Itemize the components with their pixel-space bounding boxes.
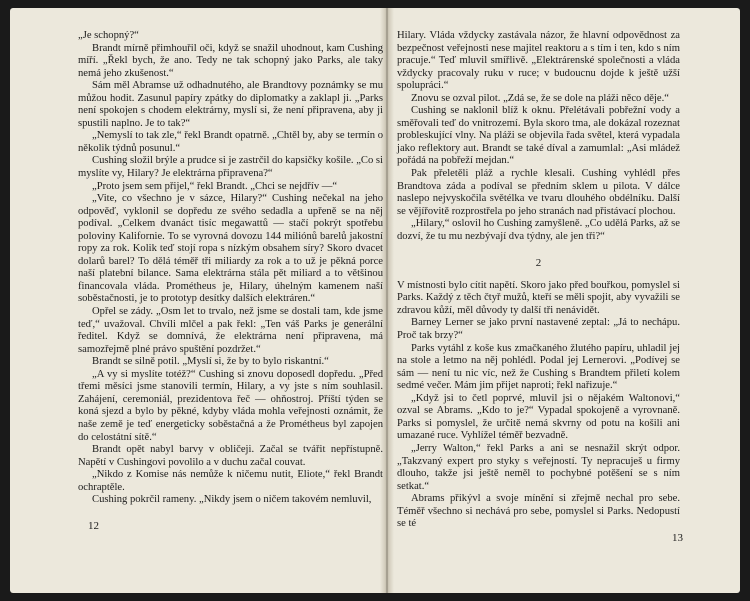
page-number-left: 12	[88, 520, 99, 532]
paragraph: Barney Lerner se jako první nastavené zeptal: „Já to nechápu. Proč tak brzy?“	[397, 317, 680, 342]
paragraph: „Vite, co všechno je v sázce, Hilary?“ Cushing nečekal na jeho odpověď, vyklonil se dopředu ze svého sedadla a upřeně se na něj podíval. „Celkem dvanáct tisíc megawattů — stačí pokrýt spotřebu poloviny Kalifornie. To se vyrovná dovozu 144 miliónů barelů jakostní ropy za rok. Kolik teď stojí ropa s nízkým obsahem síry? Skoro dvacet dolarů barel? To dělá téměř tři miliardy za rok a to už je pěkná porce naší platební bilance. Sama elektrárna stála pět miliard a to většinou financovala vláda. Prométheus je, Hilary, úhelným kamenem naší soběstačnosti, je to prototyp desítky dalších elektráren.“	[78, 193, 383, 305]
paragraph: „Jerry Walton,“ řekl Parks a ani se nesnažil skrýt odpor. „Takzvaný expert pro styky s veřejností. Ty nepracuješ u firmy dlouho, takže jsi ještě neměl to pochybné potěšení se s ním setkat.“	[397, 442, 680, 492]
paragraph: „Nikdo z Komise nás nemůže k ničemu nutit, Eliote,“ řekl Brandt ochraptěle.	[78, 469, 383, 493]
paragraph: Cushing složil brýle a prudce si je zastrčil do kapsičky košile. „Co si myslíte vy, Hilary? Je elektrárna připravena?“	[78, 155, 383, 180]
page-number-right: 13	[672, 532, 683, 544]
paragraph: Opřel se zády. „Osm let to trvalo, než jsme se dostali tam, kde jsme teď,“ uvažoval. Chvíli mlčel a pak řekl: „Ten váš Parks je generální ředitel. Když se domnívá, že elektrárna není připravena, má samozřejmě plné právo spuštění pozdržet.“	[78, 306, 383, 355]
paragraph: „Nemyslí to tak zle,“ řekl Brandt opatrně. „Chtěl by, aby se termín o několik týdnů posunul.“	[78, 130, 383, 154]
paragraph: V místnosti bylo cítit napětí. Skoro jako před bouřkou, pomyslel si Parks. Každý z těch čtyř mužů, kteří se měli spojit, aby vyvažili se zdravou kůží, měl důvody ty další tři nenávidět.	[397, 279, 680, 316]
book-spread	[10, 8, 740, 593]
paragraph: „Proto jsem sem přijel,“ řekl Brandt. „Chci se nejdřív —“	[92, 180, 338, 192]
chapter-number: 2	[535, 257, 542, 270]
paragraph: Cushing pokrčil rameny. „Nikdy jsem o ničem takovém nemluvil,	[92, 494, 372, 506]
paragraph: „Když jsi to četl poprvé, mluvil jsi o nějakém Waltonovi,“ ozval se Abrams. „Kdo to je?“ Vypadal spokojeně a vyrovnaně. Parks si pomyslel, že určitě nemá skvrny od potu na košili ani umazané ruce. Vyhlížel téměř bezvadně.	[397, 392, 680, 442]
paragraph: Brandt se silně potil. „Myslí si, že by to bylo riskantní.“	[92, 356, 329, 368]
paragraph: Brandt opět nabyl barvy v obličeji. Začal se tvářit nepřístupně. Napětí v Cushingovi povolilo a v duchu začal couvat.	[78, 444, 383, 468]
paragraph: Parks vytáhl z koše kus zmačkaného žlutého papíru, uhladil jej na stole a letmo na něj pohlédl. Podal jej Lernerovi. „Podívej se sám — není tu nic víc, než že Cushing s Brandtem přiletí kolem sedmé večer. Mám jim přijet naproti; řekl nařizuje.“	[397, 342, 680, 392]
left-page	[78, 30, 383, 507]
paragraph: Abrams přikývl a svoje mínění si zřejmě nechal pro sebe. Téměř všechno si nechává pro sebe, pomyslel si Parks. Nedopustí se té	[397, 493, 680, 530]
paragraph: „A vy si myslíte totéž?“ Cushing si znovu doposedl dopředu. „Před třemi měsíci jsme stanovili termín, Hilary, a vy jste s ním souhlasil. Zahájení, ceremoniál, prezidentova řeč — ohňostroj. Příští týden se koná sjezd a bylo by pěkné, kdyby vláda mohla veřejnosti oznámit, že naše země je teď energeticky soběstačná a že Prométheus byl zapojen do celostátní sítě.“	[78, 368, 383, 443]
paragraph: Znovu se ozval pilot. „Zdá se, že se dole na pláži něco děje.“	[411, 92, 669, 104]
paragraph: Hilary. Vláda vždycky zastávala názor, že hlavní odpovědnost za bezpečnost veřejnosti nese majitel reaktoru a s tím i ten, kdo s ním pracuje.“ Teď mluvil smířlivě. „Elektrárenské společnosti a vláda vždycky pracovaly ruku v ruce; v budoucnu dojde k ještě užší spolupráci.“	[397, 30, 680, 92]
paragraph: Pak přeletěli pláž a rychle klesali. Cushing vyhlédl přes Brandtova záda a podíval se předním sklem u pilota. V dálce naslepo nejvyskočila světélka ve tvaru dlouhého obdélníku. Další se vějířovitě rozprostřela po jeho stranách nad přistávací plochou.	[397, 168, 680, 217]
paragraph: Cushing se naklonil blíž k oknu. Přelétávali pobřežní vody a směřovali teď do vnitrozemí. Byla skoro tma, ale dokázal rozeznat probleskující vlny. Na pláži se objevila řada světel, která vypadala jako reflektory aut. Brandt se také díval a zamumlal: „Asi mládež pořádá na pobřeží mejdan.“	[397, 105, 680, 167]
paragraph: „Je schopný?“	[78, 30, 139, 41]
right-page	[397, 30, 680, 531]
paragraph: „Hilary,“ oslovil ho Cushing zamyšleně. „Co udělá Parks, až se dozví, že tu mu nezbývají dva týdny, ale jen tři?“	[397, 218, 680, 242]
paragraph: Sám měl Abramse už odhadnutého, ale Brandtovy poznámky se mu můžou hodit. Zasunul papíry zpátky do diplomatky a zaklapl ji. „Parks není spokojen s chodem elektrárny, myslí si, že není připravena, aby ji spustili naplno. Je to tak?“	[78, 80, 383, 129]
paragraph: Brandt mírně přimhouřil oči, když se snažil uhodnout, kam Cushing míří. „Řekl bych, že ano. Tedy ne tak schopný jako Parks, ale taky nemá jeho zkušenost.“	[78, 42, 383, 79]
